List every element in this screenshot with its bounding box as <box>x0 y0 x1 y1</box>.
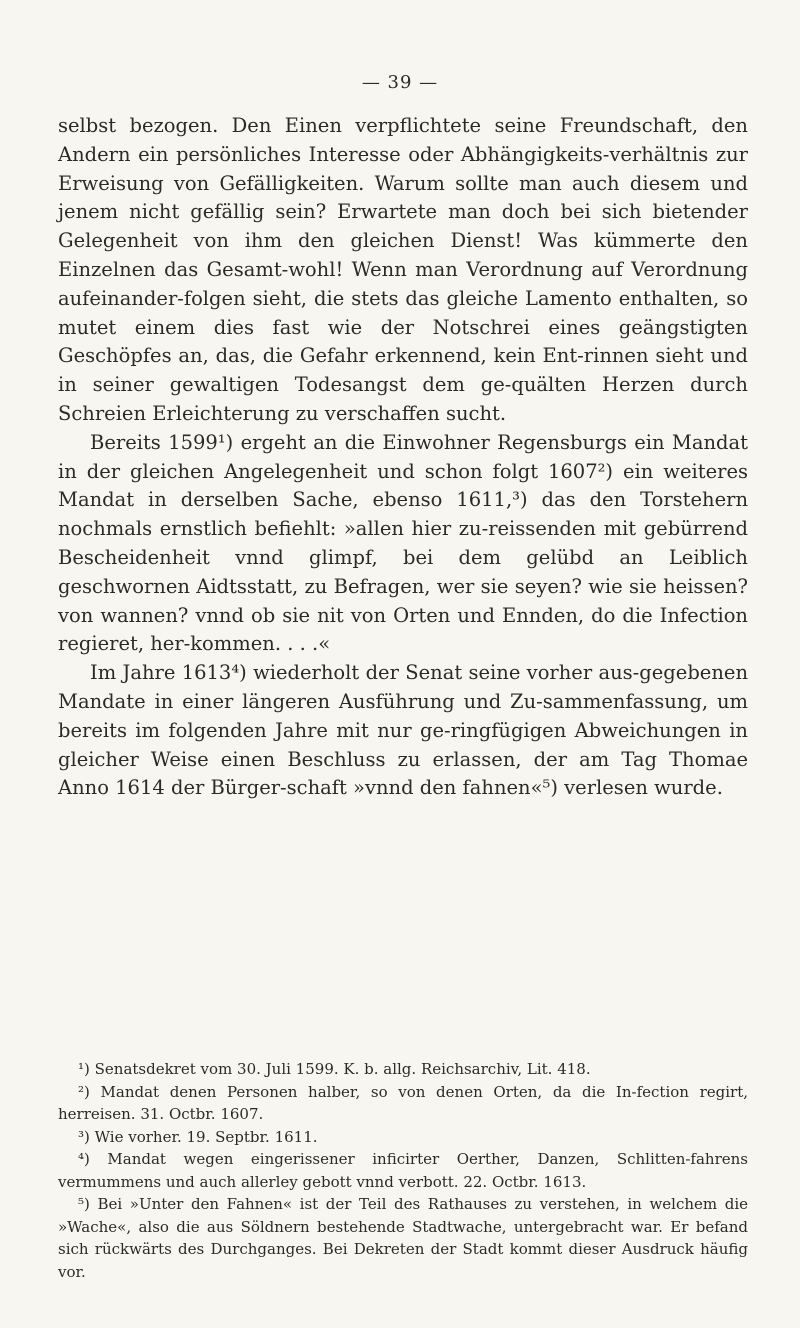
footnote-2: ²) Mandat denen Personen halber, so von denen Orten, da die In-fection regirt, herreisen. 31. Octbr. 1607. <box>58 1082 748 1123</box>
footnote-5: ⁵) Bei »Unter den Fahnen« ist der Teil des Rathauses zu verstehen, in welchem die »Wache«, also die aus Söldnern bestehende Stadtwache, untergebracht war. Er befand sich rückwärts des Durchganges. Bei Dekreten der Stadt kommt dieser Ausdruck häufig vor. <box>58 1195 748 1281</box>
footnote-1: ¹) Senatsdekret vom 30. Juli 1599. K. b. allg. Reichsarchiv, Lit. 418. <box>78 1060 591 1078</box>
page-number: — 39 — <box>361 72 439 93</box>
footnotes <box>58 1058 748 1283</box>
paragraph-2: Bereits 1599¹) ergeht an die Einwohner Regensburgs ein Mandat in der gleichen Angelegenheit und schon folgt 1607²) ein weiteres Mandat in derselben Sache, ebenso 1611,³) das den Torstehern nochmals ernstlich befiehlt: »allen hier zu-reissenden mit gebürrend Bescheidenheit vnnd glimpf, bei dem gelübd an Leiblich geschwornen Aidtsstatt, zu Befragen, wer sie seyen? wie sie heissen? von wannen? vnnd ob sie nit von Orten und Ennden, do die Infection regieret, her-kommen. . . .« <box>58 430 748 656</box>
paragraph-1: selbst bezogen. Den Einen verpflichtete seine Freundschaft, den Andern ein persönliches Interesse oder Abhängigkeits-verhältnis zur Erweisung von Gefälligkeiten. Warum sollte man auch diesem und jenem nicht gefällig sein? Erwartete man doch bei sich bietender Gelegenheit von ihm den gleichen Dienst! Was kümmerte den Einzelnen das Gesamt-wohl! Wenn man Verordnung auf Verordnung aufeinander-folgen sieht, die stets das gleiche Lamento enthalten, so mutet einem dies fast wie der Notschrei eines geängstigten Geschöpfes an, das, die Gefahr erkennend, kein Ent-rinnen sieht und in seiner gewaltigen Todesangst dem ge-quälten Herzen durch Schreien Erleichterung zu verschaffen sucht. <box>58 114 748 425</box>
body-text <box>58 112 748 803</box>
footnote-4: ⁴) Mandat wegen eingerissener inficirter Oerther, Danzen, Schlitten-fahrens vermummens und auch allerley gebott vnnd verbott. 22. Octbr. 1613. <box>58 1150 748 1191</box>
paragraph-3: Im Jahre 1613⁴) wiederholt der Senat seine vorher aus-gegebenen Mandate in einer längeren Ausführung und Zu-sammenfassung, um bereits im folgenden Jahre mit nur ge-ringfügigen Abweichungen in gleicher Weise einen Beschluss zu erlassen, der am Tag Thomae Anno 1614 der Bürger-schaft »vnnd den fahnen«⁵) verlesen wurde. <box>58 661 748 800</box>
footnote-3: ³) Wie vorher. 19. Septbr. 1611. <box>78 1127 318 1146</box>
